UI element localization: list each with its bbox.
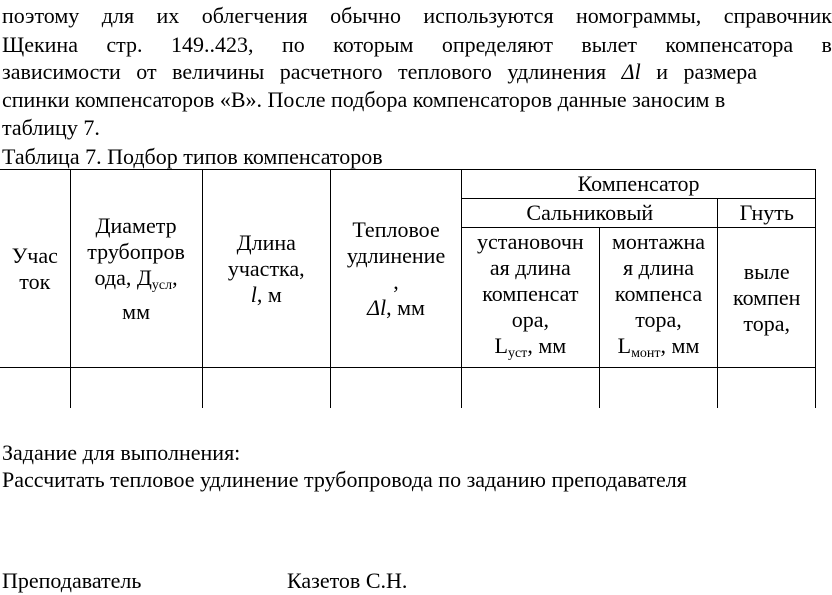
table-cell <box>599 368 718 409</box>
word: номограммы, <box>576 3 702 28</box>
signature-role: Преподаватель <box>2 568 142 593</box>
header-thermal-elongation: Тепловое удлинение , Δl, мм <box>330 170 461 368</box>
header-length: Длина участка, l, м <box>202 170 330 368</box>
paragraph-line-2 <box>2 31 832 58</box>
header-mount-length: монтажна я длина компенса тора, $L_{монт}$, мм <box>599 228 718 368</box>
header-install-length: установочн ая длина компенсат ора, $L_{уст}$, мм <box>462 228 599 368</box>
task-text: Рассчитать тепловое удлинение трубопровода по заданию преподавателя <box>2 467 687 492</box>
task-label: Задание для выполнения: <box>2 440 241 465</box>
word: используются <box>423 3 554 28</box>
word: 149..423, <box>171 32 254 57</box>
header-bent: Гнуть <box>718 199 816 228</box>
paragraph-line-1 <box>2 2 832 29</box>
table-cell <box>202 368 330 409</box>
header-diameter: Диаметр трубопров ода, $Д_{усл}$, мм <box>70 170 202 368</box>
word: для <box>101 3 135 28</box>
delta-l-symbol: Δl <box>621 59 641 84</box>
word: компенсатора <box>665 32 794 57</box>
word: обычно <box>330 3 401 28</box>
word: которым <box>333 32 414 57</box>
table-caption: Таблица 7. Подбор типов компенсаторов <box>2 144 383 169</box>
word: в <box>821 32 832 57</box>
table-row <box>0 368 816 409</box>
table-cell <box>0 368 70 409</box>
word: облегчения <box>201 3 308 28</box>
word: поэтому <box>2 3 80 28</box>
word: их <box>156 3 180 28</box>
table-cell <box>718 368 816 409</box>
header-compensator: Компенсатор <box>462 170 816 199</box>
header-section: Учас ток <box>0 170 70 368</box>
paragraph-line-5: таблицу 7. <box>2 115 100 140</box>
header-reach: выле компен тора, <box>718 228 816 368</box>
compensator-table <box>0 169 816 408</box>
word: справочник <box>723 3 832 28</box>
word: стр. <box>106 32 143 57</box>
signature-name: Казетов С.Н. <box>287 568 408 593</box>
header-gland: Сальниковый <box>462 199 718 228</box>
paragraph-line-4: спинки компенсаторов «В». После подбора компенсаторов данные заносим в <box>2 87 726 112</box>
word: вылет <box>581 32 637 57</box>
word: определяют <box>441 32 553 57</box>
table-cell <box>70 368 202 409</box>
word: Щекина <box>2 32 78 57</box>
word: по <box>281 32 305 57</box>
paragraph-line-3: зависимости от величины расчетного теплового удлинения Δl и размера <box>2 59 758 84</box>
table-cell <box>462 368 599 409</box>
table-cell <box>330 368 461 409</box>
